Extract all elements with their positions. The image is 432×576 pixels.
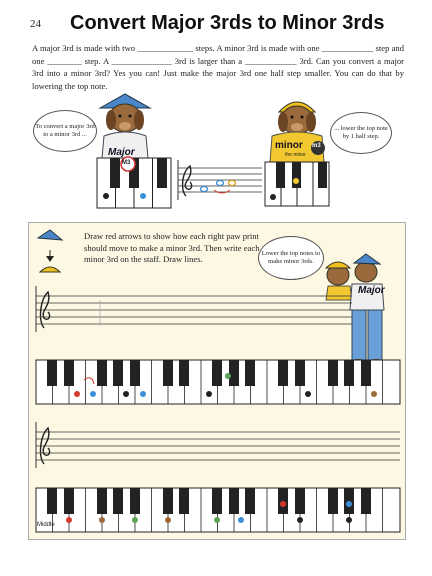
worksheet-staff-1: [36, 286, 352, 332]
worksheet-instructions: Draw red arrows to show how each right paw print should move to make a minor 3rd. Then write each minor 3rd on the staff. Draw lines.: [84, 231, 260, 264]
left-dog-shirt-label: Major: [108, 147, 135, 158]
left-bubble-text: To convert a major 3rd to a minor 3rd ...: [35, 123, 95, 138]
worksheet-keyboard-1: [36, 360, 400, 404]
worksheet-speech-bubble: [258, 236, 324, 280]
worksheet-icons: [38, 230, 62, 272]
right-dog-shirt-sub: the minor: [285, 152, 306, 158]
left-badge-label: M3: [122, 160, 131, 166]
page-title: Convert Major 3rds to Minor 3rds: [70, 12, 385, 34]
right-bubble-text: ... lower the top note by 1 half step.: [334, 125, 388, 140]
dog-pair-illustration: [326, 254, 384, 365]
intro-instructions: A major 3rd is made with two _____________ steps. A minor 3rd is made with one ____________ step and one ________ step. A ______________ 3rd is larger than a ____________ 3rd. Can you convert a major 3rd into a minor 3rd? Yes you can! Just make the major 3rd one half step smaller. You can do that by lowering the top note.: [32, 43, 404, 91]
middle-c-label: Middle: [37, 522, 55, 528]
right-dog-shirt-label: minor: [275, 140, 303, 151]
right-badge-label: m3: [312, 143, 321, 149]
worksheet-staff-2: [36, 422, 400, 468]
dog-pair-shirt-label: Major: [358, 285, 385, 296]
worksheet-keyboard-2: [36, 488, 400, 532]
page-number: 24: [30, 18, 41, 30]
example-staff: [178, 160, 262, 200]
worksheet-bubble-text: Lower the top notes to make minor 3rds.: [261, 250, 321, 265]
